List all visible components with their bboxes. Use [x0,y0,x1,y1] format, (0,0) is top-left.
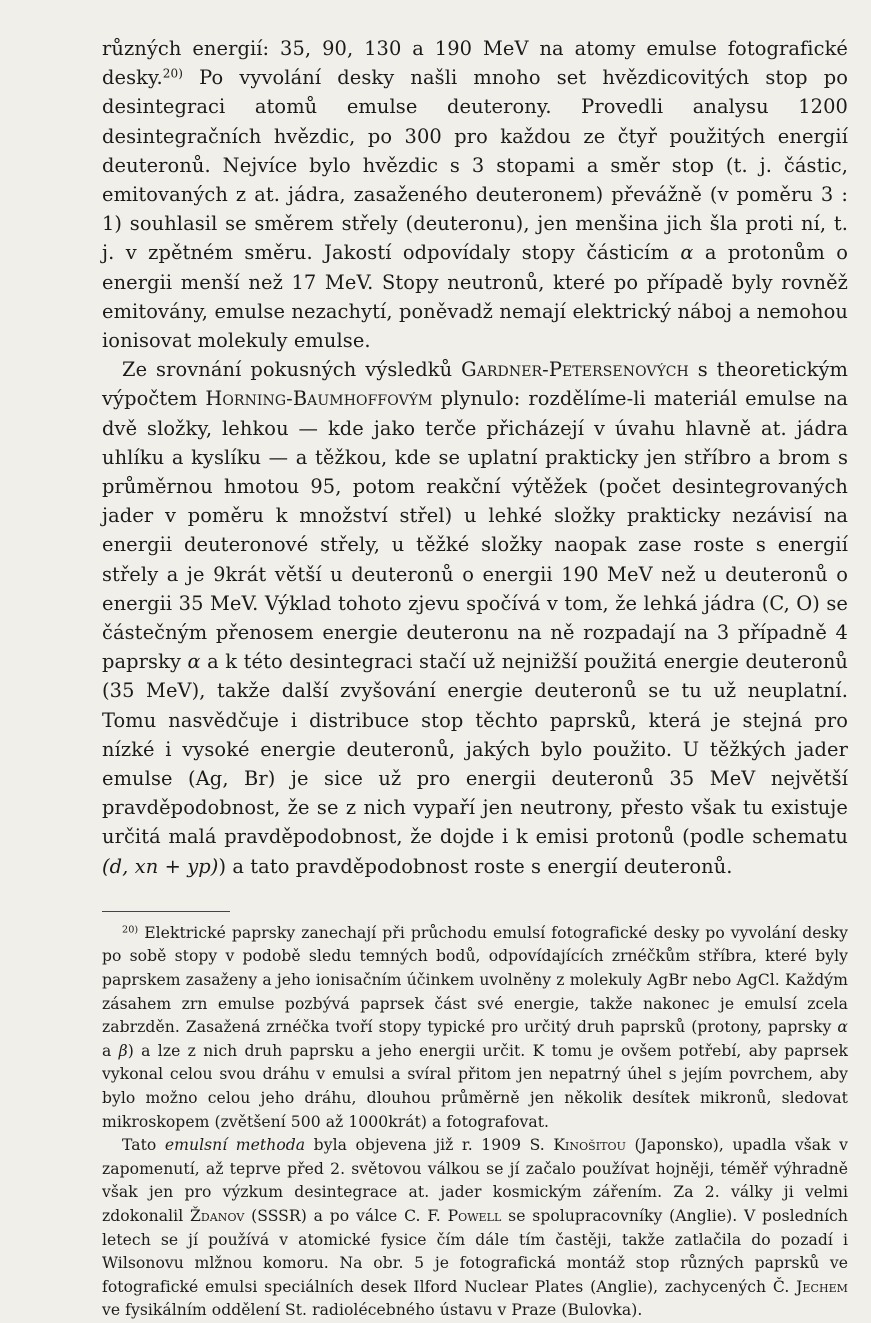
text-run: různých energií: 35, 90, 130 a 190 MeV na atomy emulse fotografické desky. [102,37,848,90]
text-run: Elektrické paprsky zanechají při průchodu emulsí fotografické desky po vyvolání desky po sobě stopy v podobě sledu temných bodů, odpovídajících zrnéčkům stříbra, které byly paprskem zasaženy a jeho ionisačním účinkem uvolněny z molekuly AgBr nebo AgCl. Každým zásahem zrn emulse pozbývá paprsek část své energie, takže nakonec je emulsí zcela zabrzděn. Zasažená zrnéčka tvoří stopy typické pro určitý druh paprsků (protony, paprsky [102,923,848,1037]
text-run: (Japonsko), upadla však v zapomenutí, až teprve před 2. světovou válkou se jí začalo používat hojněji, téměř výhradně však jen pro výzkum desintegrace at. jader kosmickým zářením. Za 2. války ji velmi zdokonalil [102,1136,848,1226]
text-run: ) a tato pravděpodobnost roste s energií deuteronů. [218,854,733,878]
text-run: plynulo: rozdělíme-li materiál emulse na dvě složky, lehkou — kde jako terče přicházejí v úvahu hlavně at. jádra uhlíku a kyslíku — a těžkou, kde se uplatní prakticky jen stříbro a brom s průměrnou hmotou 95, potom reakční výtěžek (počet desintegrovaných jader v poměru k množství střel) u lehké složky prakticky nezávisí na energii deuteronové střely, u těžké složky naopak zase roste s energií střely a je 9krát větší u deuteronů o energii 190 MeV než u deuteronů o energii 35 MeV. Výklad tohoto zjevu spočívá v tom, že lehká jádra (C, O) se částečným přenosem energie deuteronu na ně rozpadají na 3 případně 4 paprsky [102,387,848,674]
author-name: Ždanov [190,1207,245,1226]
text-run: ve fysikálním oddělení St. radiolécebného ústavu v Praze (Bulovka). [102,1301,643,1320]
alpha-symbol: α [187,650,201,674]
author-name: Jechem [796,1277,848,1296]
text-run: a [102,1041,119,1060]
footnote-reference: 20) [162,66,184,81]
text-run: Po vyvolání desky našli mnoho set hvězdicovitých stop po desintegraci atomů emulse deuterony. Provedli analysu 1200 desintegračních hvězdic, po 300 pro každou ze čtyř použitých energií deuteronů. Nejvíce bylo hvězdic s 3 stopami a směr stop (t. j. částic, emitovaných z at. jádra, zasaženého deuteronem) převážně (v poměru 3 : 1) souhlasil se směrem střely (deuteronu), jen menšina jich šla proti ní, t. j. v zpětném směru. Jakostí odpovídaly stopy částicím [102,66,848,265]
text-run: (SSSR) a po válce C. F. [244,1207,448,1226]
author-name: Powell [447,1207,502,1226]
formula: (d, xn + yp) [102,854,219,878]
footnote [102,922,848,1323]
author-name: Gardner-Petersenových [461,358,689,382]
footnote-separator [102,911,230,912]
paragraph-1 [102,34,848,355]
page [102,34,848,1323]
text-run: Ze srovnání pokusných výsledků [122,358,462,382]
text-run: ) a lze z nich druh paprsku a jeho energii určit. K tomu je ovšem potřebí, aby paprsek vykonal celou svou dráhu v emulsi a svíral přitom jen nepatrný úhel s jejím povrchem, aby bylo možno celou jeho dráhu, dlouhou průměrně jen několik desítek mikronů, sledovat mikroskopem (zvětšení 500 až 1000krát) a fotografovat. [102,1041,848,1131]
paragraph-2 [102,355,848,881]
beta-symbol: β [118,1041,128,1060]
alpha-symbol: α [680,241,694,265]
footnote-paragraph-1 [102,922,848,1134]
text-run: se spolupracovníky (Anglie). V posledních letech se jí používá v atomické fysice čím dále tím častěji, takže zatlačila do pozadí i Wilsonovu mlžnou komoru. Na obr. 5 je fotografická montáž stop různých paprsků ve fotografické emulsi speciálních desek Ilford Nuclear Plates (Anglie), zachycených Č. [102,1207,849,1296]
text-run: Tato [122,1136,165,1155]
author-name: Kinošitou [553,1136,626,1155]
footnote-paragraph-2 [102,1134,848,1323]
text-run: byla objevena již r. 1909 S. [305,1136,554,1155]
text-run: a protonům o energii menší než 17 MeV. Stopy neutronů, které po případě byly rovněž emitovány, emulse nezachytí, poněvadž nemají elektrický náboj a nemohou ionisovat molekuly emulse. [102,241,848,353]
footnote-marker: 20) [122,924,139,936]
text-run: s theoretickým výpočtem [102,358,849,411]
emphasis: emulsní methoda [164,1136,306,1155]
author-name: Horning-Baumhoffovým [205,387,433,411]
alpha-symbol: α [837,1018,848,1037]
main-text [102,34,848,881]
text-run: a k této desintegraci stačí už nejnižší použitá energie deuteronů (35 MeV), takže další zvyšování energie deuteronů se tu už neuplatní. Tomu nasvědčuje i distribuce stop těchto paprsků, která je stejná pro nízké i vysoké energie deuteronů, jakých bylo použito. U těžkých jader emulse (Ag, Br) je sice už pro energii deuteronů 35 MeV největší pravděpodobnost, že se z nich vypaří jen neutrony, přesto však tu existuje určitá malá pravděpodobnost, že dojde i k emisi protonů (podle schematu [102,650,848,849]
